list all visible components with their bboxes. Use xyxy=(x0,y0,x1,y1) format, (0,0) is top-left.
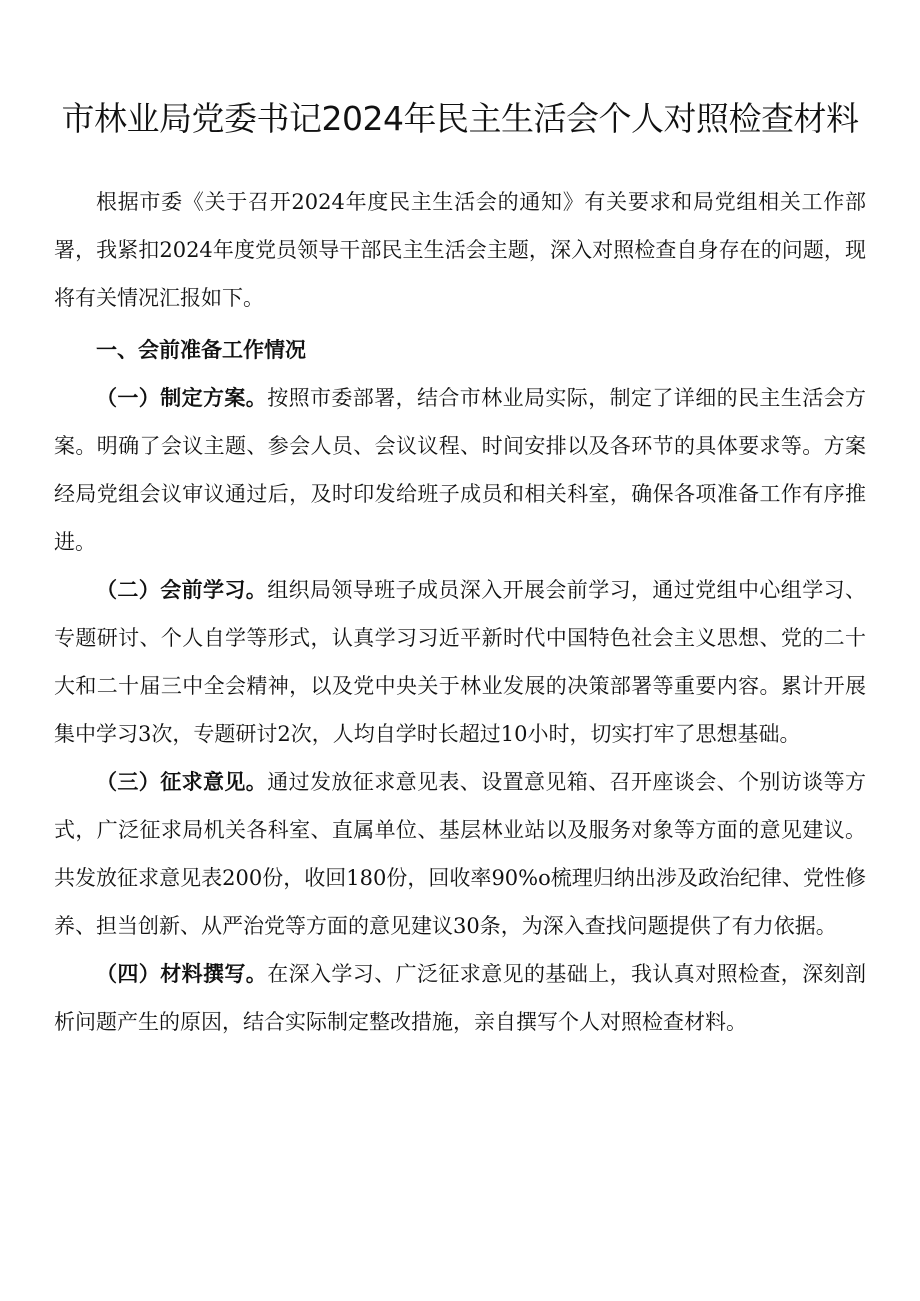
paragraph-study-lead: （二）会前学习。 xyxy=(96,578,268,602)
paragraph-opinions-lead: （三）征求意见。 xyxy=(96,770,268,794)
paragraph-opinions xyxy=(54,758,866,950)
paragraph-plan-lead: （一）制定方案。 xyxy=(96,386,268,410)
section-heading-1: 一、会前准备工作情况 xyxy=(96,338,306,362)
paragraph-study-text: 组织局领导班子成员深入开展会前学习，通过党组中心组学习、专题研讨、个人自学等形式，认真学习习近平新时代中国特色社会主义思想、党的二十大和二十届三中全会精神，以及党中央关于林业发展的决策部署等重要内容。累计开展集中学习3次，专题研讨2次，人均自学时长超过10小时，切实打牢了思想基础。 xyxy=(54,578,867,746)
document-title: 市林业局党委书记2024年民主生活会个人对照检查材料 xyxy=(61,99,859,138)
paragraph-writing xyxy=(54,950,866,1046)
paragraph-plan-text: 按照市委部署，结合市林业局实际，制定了详细的民主生活会方案。明确了会议主题、参会人员、会议议程、时间安排以及各环节的具体要求等。方案经局党组会议审议通过后，及时印发给班子成员和相关科室，确保各项准备工作有序推进。 xyxy=(54,386,867,554)
paragraph-writing-text: 在深入学习、广泛征求意见的基础上，我认真对照检查，深刻剖析问题产生的原因，结合实际制定整改措施，亲自撰写个人对照检查材料。 xyxy=(54,962,867,1034)
document-body xyxy=(54,178,866,1046)
paragraph-study xyxy=(54,566,866,758)
intro-paragraph: 根据市委《关于召开2024年度民主生活会的通知》有关要求和局党组相关工作部署，我紧扣2024年度党员领导干部民主生活会主题，深入对照检查自身存在的问题，现将有关情况汇报如下。 xyxy=(54,190,866,310)
paragraph-plan xyxy=(54,374,866,566)
paragraph-opinions-text: 通过发放征求意见表、设置意见箱、召开座谈会、个别访谈等方式，广泛征求局机关各科室、直属单位、基层林业站以及服务对象等方面的意见建议。共发放征求意见表200份，收回180份，回收率90%o梳理归纳出涉及政治纪律、党性修养、担当创新、从严治党等方面的意见建议30条，为深入查找问题提供了有力依据。 xyxy=(54,770,867,938)
paragraph-writing-lead: （四）材料撰写。 xyxy=(96,962,268,986)
